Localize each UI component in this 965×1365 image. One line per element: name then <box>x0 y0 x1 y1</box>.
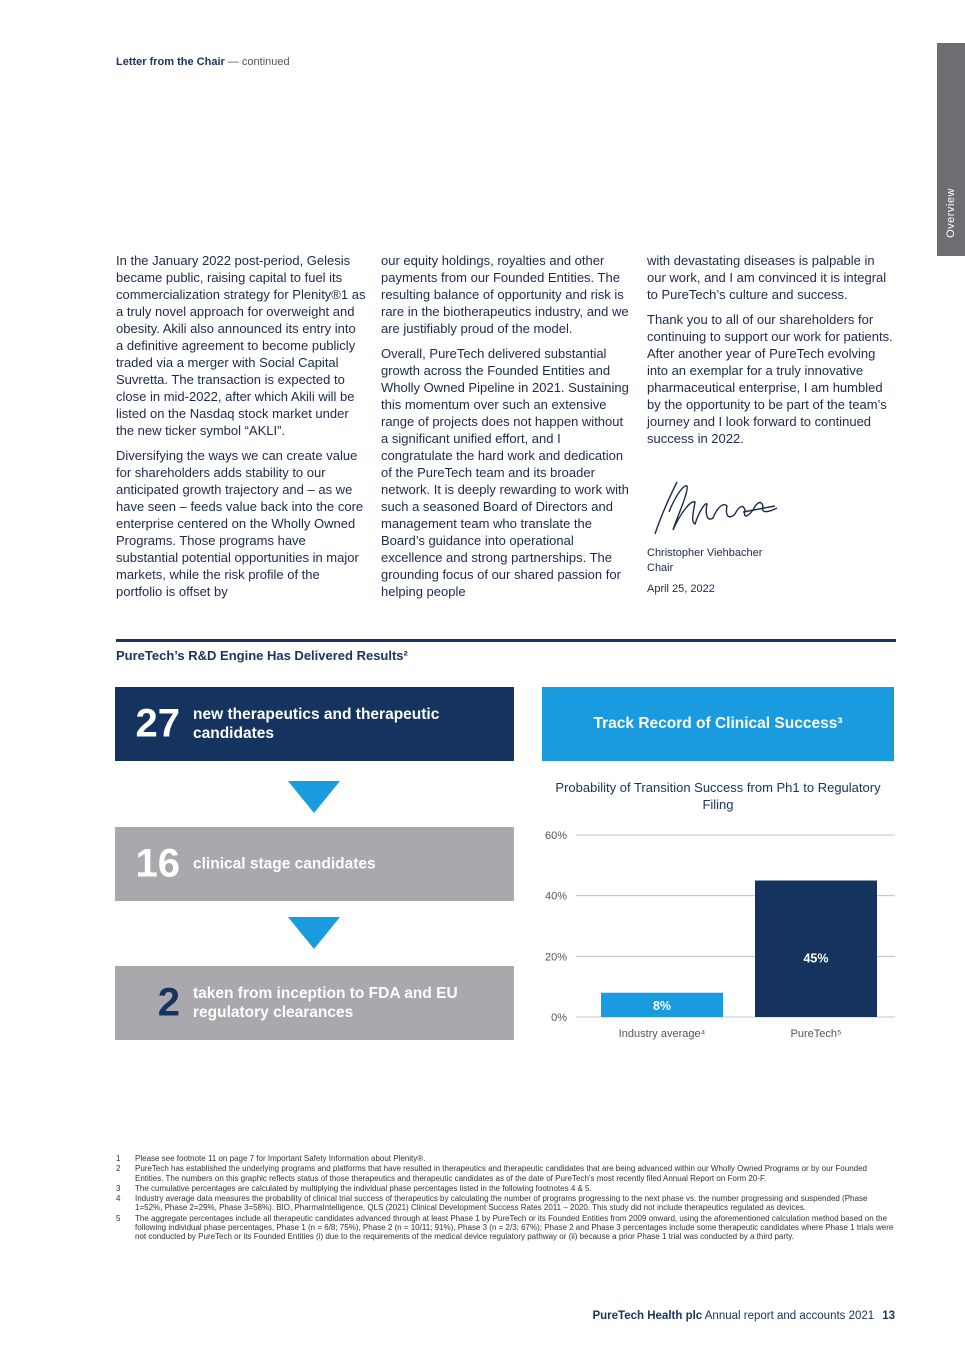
footnotes <box>116 1154 896 1243</box>
footnote-number: 5 <box>116 1213 121 1223</box>
footnote <box>116 1214 896 1242</box>
footnote-number: 2 <box>116 1164 121 1174</box>
header-suffix: — continued <box>227 56 290 68</box>
section-divider <box>116 639 896 642</box>
footnote-number: 1 <box>116 1154 121 1163</box>
signature-image <box>647 472 787 542</box>
footnote-text: The aggregate percentages include all therapeutic candidates advanced through at least Phase 1 by PureTech or its Founded Entities from 2009 onward, using the aforementioned calculation method based on the following individual phase percentages, Phase 1 (n = 6/8; 75%), Phase 2 (n = 10/11; 91%), Phase 3 (n = 2/3; 67%); Phase 2 and Phase 3 percentages include some therapeutic candidates where Phase 1 trials were not conducted by PureTech or its Founded Entities (i) due to the requirements of the medical device regulatory pathway or (ii) because a prior Phase 1 trial was conducted by a third party. <box>135 1213 894 1242</box>
footnote-text: PureTech has established the underlying programs and platforms that have resulted in therapeutics and therapeutic candidates that are being advanced within our Wholly Owned Programs or by our Founded Entities. The numbers on this graphic reflects status of those therapeutics and therapeutic candidates as of the date of PureTech’s most recently filed Annual Report on Form 20-F. <box>135 1164 867 1183</box>
funnel-step-3 <box>115 966 514 1040</box>
section-tab[interactable] <box>937 43 965 256</box>
funnel-step-1 <box>115 687 514 761</box>
y-tick-label: 60% <box>544 830 567 842</box>
bar <box>755 881 877 1018</box>
funnel-number: 27 <box>135 701 180 746</box>
funnel-number: 16 <box>135 841 180 886</box>
funnel-label: taken from inception to FDA and EU regulatory clearances <box>193 985 458 1021</box>
y-tick-label: 0% <box>551 1012 567 1024</box>
footnote-text: Please see footnote 11 on page 7 for Important Safety Information about Plenity®. <box>135 1154 426 1163</box>
footnote-text: Industry average data measures the probability of clinical trial success of therapeutics by calculating the number of programs progressing to the next phase vs. the number progressing and suspended (Phase 1=52%, Phase 2=29%, Phase 3=58%). BIO, PharmaIntelligence, QLS (2021) Clinical Development Success Rates 2011 – 2020. This study did not include therapeutics regulated as devices. <box>135 1194 868 1213</box>
footer-company: PureTech Health plc <box>592 1310 703 1322</box>
footer-doc: Annual report and accounts 2021 <box>704 1310 875 1322</box>
chart-title: Probability of Transition Success from Ph1 to Regulatory Filing <box>555 780 881 812</box>
footnote-number: 4 <box>116 1194 121 1204</box>
footnote-number: 3 <box>116 1183 121 1193</box>
y-tick-label: 20% <box>544 951 567 964</box>
funnel-step-2 <box>115 827 514 901</box>
funnel-label: clinical stage candidates <box>193 855 376 873</box>
x-tick-label: Industry average⁴ <box>618 1028 706 1040</box>
footnote <box>116 1194 896 1213</box>
footnote <box>116 1184 896 1193</box>
paragraph: Overall, PureTech delivered substantial growth across the Founded Entities and Wholly Owned Pipeline in 2021. Sustaining this momentum over such an extensive range of projects does not happen without a significant unified effort, and I congratulate the hard work and dedication of the PureTech team and its broader network. It is deeply rewarding to work with such a seasoned Board of Directors and management team who translate the Board’s guidance into operational excellence and strong partnerships. The grounding focus of our shared passion for helping people <box>381 346 629 599</box>
letter-column-1 <box>116 252 366 608</box>
section-tab-label: Overview <box>945 188 957 238</box>
funnel-label: new therapeutics and therapeutic candidates <box>193 706 440 742</box>
footnote <box>116 1164 896 1183</box>
bar-chart <box>520 820 900 1050</box>
paragraph: with devastating diseases is palpable in our work, and I am convinced it is integral to PureTech’s culture and success. <box>647 253 887 302</box>
page-number: 13 <box>882 1310 895 1322</box>
paragraph: Diversifying the ways we can create value for shareholders adds stability to our anticipated growth trajectory and – as we have seen – feeds value back into the core enterprise centered on the Wholly Owned Programs. Those programs have substantial potential opportunities in major markets, while the risk profile of the portfolio is offset by <box>116 448 364 599</box>
footnote-text: The cumulative percentages are calculated by multiplying the individual phase percentages listed in the following footnotes 4 & 5. <box>135 1183 592 1193</box>
letter-column-3 <box>647 252 897 455</box>
letter-column-2 <box>381 252 631 608</box>
page-footer <box>592 1310 895 1322</box>
section-title: PureTech’s R&D Engine Has Delivered Results² <box>116 648 408 663</box>
bar-data-label: 45% <box>803 951 829 966</box>
letter-date: April 25, 2022 <box>647 583 715 595</box>
signatory-role: Chair <box>647 562 674 574</box>
running-header <box>116 56 290 68</box>
down-arrow-icon <box>288 917 340 949</box>
down-arrow-icon <box>288 781 340 813</box>
signatory <box>647 546 762 576</box>
funnel-number: 2 <box>157 980 180 1025</box>
bar-data-label: 8% <box>652 998 672 1013</box>
paragraph: In the January 2022 post-period, Gelesis became public, raising capital to fuel its commercialization strategy for Plenity®1 as a truly novel approach for overweight and obesity. Akili also announced its entry into a definitive agreement to become publicly traded via a merger with Social Capital Suvretta. The transaction is expected to close in mid-2022, after which Akili will be listed on the Nasdaq stock market under the new ticker symbol “AKLI”. <box>116 253 366 438</box>
track-record-label: Track Record of Clinical Success³ <box>593 715 843 732</box>
header-title: Letter from the Chair <box>116 56 225 68</box>
y-tick-label: 40% <box>544 890 567 903</box>
signatory-name: Christopher Viehbacher <box>647 547 763 559</box>
paragraph: Thank you to all of our shareholders for continuing to support our work for patients. After another year of PureTech evolving into an exemplar for a truly innovative pharmaceutical enterprise, I am humbled by the opportunity to be part of the team’s journey and I look forward to continued success in 2022. <box>647 312 893 446</box>
x-tick-label: PureTech⁵ <box>790 1028 842 1040</box>
paragraph: our equity holdings, royalties and other payments from our Founded Entities. The resulting balance of opportunity and risk is rare in the biotherapeutics industry, and we are justifiably proud of the model. <box>381 253 629 336</box>
track-record-banner <box>542 687 894 761</box>
footnote <box>116 1154 896 1163</box>
